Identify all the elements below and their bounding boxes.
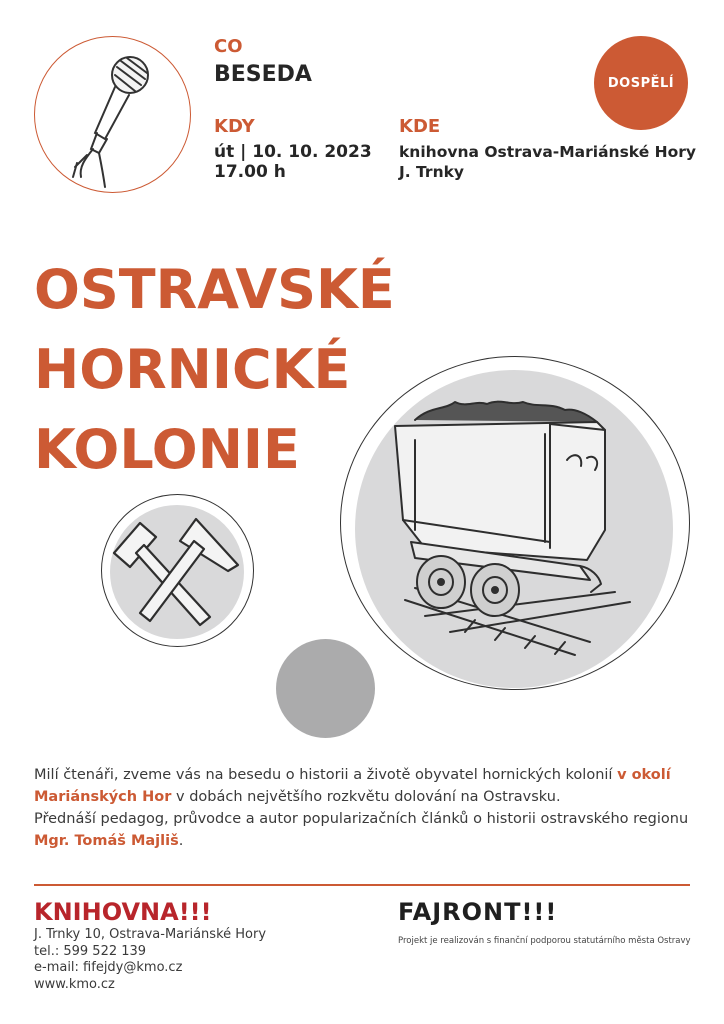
library-phone: tel.: 599 522 139 xyxy=(34,943,147,959)
what-label: CO xyxy=(214,36,243,57)
audience-badge xyxy=(594,36,688,130)
where-line2: J. Trnky xyxy=(399,163,465,181)
when-label: KDY xyxy=(214,116,255,137)
when-time: 17.00 h xyxy=(214,162,286,182)
audience-badge-label: DOSPĚLÍ xyxy=(607,75,675,91)
headline-line-3: KOLONIE xyxy=(34,418,300,481)
library-contact xyxy=(34,927,266,993)
mine-cart-icon xyxy=(355,370,673,688)
library-address: J. Trnky 10, Ostrava-Mariánské Hory xyxy=(34,927,267,942)
what-value: BESEDA xyxy=(214,62,312,87)
cart-circle xyxy=(355,370,673,688)
headline-line-2: HORNICKÉ xyxy=(34,338,351,401)
library-brand: KNIHOVNA!!! xyxy=(34,898,212,926)
dark-grey-circle xyxy=(276,639,375,738)
library-web[interactable]: www.kmo.cz xyxy=(34,976,115,992)
description-highlight-place: v okolí Mariánských Hor xyxy=(34,767,671,805)
headline-line-1: OSTRAVSKÉ xyxy=(34,258,395,321)
crossed-hammers-icon xyxy=(110,505,244,639)
hammer-circle xyxy=(110,505,244,639)
footer-divider xyxy=(34,884,690,886)
microphone-circle xyxy=(34,36,191,193)
description-paragraph-2: Přednáší pedagog, průvodce a autor popularizačních článků o historii ostravského regionu Mgr. Tomáš Majliš. xyxy=(34,811,689,849)
when-date: út | 10. 10. 2023 xyxy=(214,142,372,162)
microphone-icon xyxy=(35,37,189,191)
project-note: Projekt je realizován s finanční podporou statutárního města Ostravy xyxy=(398,936,691,946)
where-line1: knihovna Ostrava-Mariánské Hory xyxy=(399,143,696,161)
description xyxy=(34,764,694,852)
description-highlight-speaker: Mgr. Tomáš Majliš xyxy=(34,833,179,849)
project-brand: FAJRONT!!! xyxy=(398,898,558,926)
headline xyxy=(34,250,395,490)
where-label: KDE xyxy=(399,116,441,137)
description-paragraph-1: Milí čtenáři, zveme vás na besedu o historii a životě obyvatel hornických kolonií v okolí Mariánských Hor v dobách největšího rozkvětu dolování na Ostravsku. xyxy=(34,767,671,805)
library-email[interactable]: e-mail: fifejdy@kmo.cz xyxy=(34,960,183,975)
